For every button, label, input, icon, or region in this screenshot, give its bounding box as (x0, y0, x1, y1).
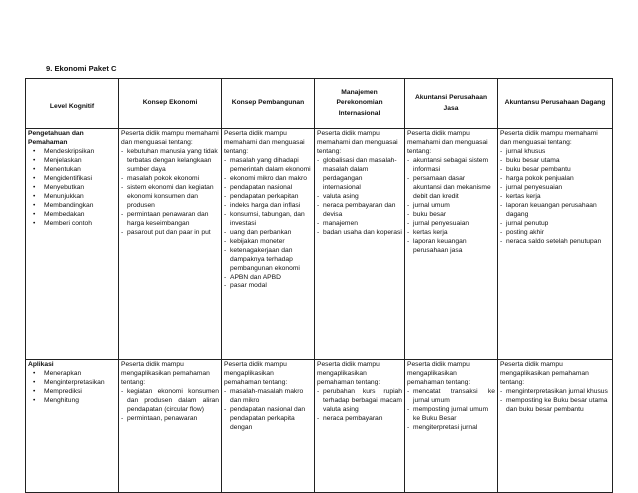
list-item: - memposting jurnal umum ke Buku Besar (407, 406, 495, 424)
level-title: Pengetahuan dan Pemahaman (28, 130, 84, 146)
topic-list (317, 388, 402, 424)
list-item: - jurnal penyesuaian (500, 184, 610, 193)
list-item: - neraca pembayaran (317, 415, 402, 424)
list-item: - persamaan dasar akuntansi dan mekanisme debit dan kredit (407, 175, 495, 202)
table-row (26, 360, 613, 493)
content-cell (119, 360, 222, 493)
list-item: - memposting ke Buku besar utama dan buku besar pembantu (500, 397, 610, 415)
list-item: - kertas kerja (407, 229, 495, 238)
cell-intro: Peserta didik mampu mengaplikasikan pemahaman tentang: (317, 361, 381, 386)
content-cell (222, 360, 315, 493)
list-item: - kebutuhan manusia yang tidak terbatas dengan kelangkaan sumber daya (121, 148, 219, 175)
list-item: - APBN dan APBD (224, 274, 312, 283)
content-cell (405, 129, 498, 360)
list-item: - manajemen (317, 220, 402, 229)
list-item: • Menghitung (28, 397, 116, 406)
list-item: - pendapatan nasional dan pendapatan perkapita dengan (224, 406, 312, 433)
list-item: - indeks harga dan inflasi (224, 202, 312, 211)
list-item: - kertas kerja (500, 193, 610, 202)
list-item: - masalah-masalah makro dan mikro (224, 388, 312, 406)
list-item: - konsumsi, tabungan, dan investasi (224, 211, 312, 229)
list-item: - jurnal penutup (500, 220, 610, 229)
list-item: - akuntansi sebagai sistem informasi (407, 157, 495, 175)
list-item: - ketenagakerjaan dan dampaknya terhadap pembangunan ekonomi (224, 247, 312, 274)
cell-intro: Peserta didik mampu mengaplikasikan pemahaman tentang: (121, 361, 210, 386)
list-item: • Mendeskripsikan (28, 148, 116, 157)
topic-list (317, 157, 402, 238)
list-item: - pendapatan nasional (224, 184, 312, 193)
list-item: • Membedakan (28, 211, 116, 220)
level-cell (26, 360, 119, 493)
list-item: • Menentukan (28, 166, 116, 175)
list-item: - mencatat transaksi ke jurnal umum (407, 388, 495, 406)
topic-list (500, 148, 610, 247)
column-header-akuntansi-jasa: Akuntansi Perusahaan Jasa (405, 79, 498, 129)
column-header-akuntansi-dagang: Akuntansu Perusahaan Dagang (498, 79, 613, 129)
topic-list (121, 148, 219, 238)
list-item: - badan usaha dan koperasi (317, 229, 402, 238)
list-item: - permintaan, penawaran (121, 415, 219, 424)
list-item: • Memberi contoh (28, 220, 116, 229)
list-item: - globalisasi dan masalah-masalah dalam perdagangan internasional (317, 157, 402, 193)
section-heading: 9. Ekonomi Paket C (46, 64, 117, 73)
level-title: Aplikasi (28, 361, 54, 368)
list-item: - masalah yang dihadapi pemerintah dalam ekonomi (224, 157, 312, 175)
list-item: - uang dan perbankan (224, 229, 312, 238)
list-item: • Menjelaskan (28, 157, 116, 166)
list-item: - neraca saldo setelah penutupan (500, 238, 610, 247)
list-item: - neraca pembayaran dan devisa (317, 202, 402, 220)
column-header-konsep-pembangunan: Konsep Pembangunan (222, 79, 315, 129)
content-cell (222, 129, 315, 360)
cell-intro: Peserta didik mampu memahami dan menguasai tentang: (500, 130, 598, 146)
cell-intro: Peserta didik mampu memahami dan menguasai tentang: (121, 130, 219, 146)
content-cell (119, 129, 222, 360)
list-item: - kebijakan moneter (224, 238, 312, 247)
list-item: • Membandingkan (28, 202, 116, 211)
cell-intro: Peserta didik mampu memahami dan menguasai tentang: (224, 130, 305, 155)
list-item: - pasar modal (224, 282, 312, 291)
content-cell (315, 129, 405, 360)
list-item: • Mengidentifikasi (28, 175, 116, 184)
list-item: - mengiterpretasi jurnal (407, 424, 495, 433)
list-item: • Memprediksi (28, 388, 116, 397)
list-item: - laporan keuangan perusahaan jasa (407, 238, 495, 256)
list-item: - jurnal umum (407, 202, 495, 211)
list-item: - masalah pokok ekonomi (121, 175, 219, 184)
list-item: - harga pokok penjualan (500, 175, 610, 184)
content-cell (498, 360, 613, 493)
list-item: - sistem ekonomi dan kegiatan ekonomi konsumen dan produsen (121, 184, 219, 211)
column-header-konsep-ekonomi: Konsep Ekonomi (119, 79, 222, 129)
list-item: • Menerapkan (28, 370, 116, 379)
verb-list (28, 148, 116, 229)
topic-list (500, 388, 610, 415)
verb-list (28, 370, 116, 406)
list-item: • Menginterpretasikan (28, 379, 116, 388)
curriculum-matrix-table (25, 78, 613, 493)
level-cell (26, 129, 119, 360)
content-cell (315, 360, 405, 493)
topic-list (407, 388, 495, 433)
topic-list (224, 157, 312, 292)
cell-intro: Peserta didik mampu mengaplikasikan pemahaman tentang: (500, 361, 589, 386)
list-item: - menginterpretasikan jurnal khusus (500, 388, 610, 397)
list-item: - laporan keuangan perusahaan dagang (500, 202, 610, 220)
list-item: - buku besar (407, 211, 495, 220)
list-item: - kegiatan ekonomi konsumen dan produsen dalam aliran pendapatan (circular flow) (121, 388, 219, 415)
list-item: - valuta asing (317, 193, 402, 202)
list-item: - ekonomi mikro dan makro (224, 175, 312, 184)
list-item: - jurnal khusus (500, 148, 610, 157)
topic-list (121, 388, 219, 424)
list-item: • Menunjukkan (28, 193, 116, 202)
list-item: - permintaan penawaran dan harga keseimbangan (121, 211, 219, 229)
cell-intro: Peserta didik mampu mengaplikasikan pemahaman tentang: (224, 361, 288, 386)
list-item: - pendapatan perkapitan (224, 193, 312, 202)
topic-list (407, 157, 495, 256)
topic-list (224, 388, 312, 433)
list-item: - perubahan kurs rupiah terhadap berbagai macam valuta asing (317, 388, 402, 415)
list-item: - buku besar pembantu (500, 166, 610, 175)
table-row (26, 129, 613, 360)
column-header-level: Level Kognitif (26, 79, 119, 129)
content-cell (405, 360, 498, 493)
list-item: - pasarout put dan paar in put (121, 229, 219, 238)
list-item: • Menyebutkan (28, 184, 116, 193)
cell-intro: Peserta didik mampu memahami dan menguasai tentang: (407, 130, 488, 155)
list-item: - buku besar utama (500, 157, 610, 166)
content-cell (498, 129, 613, 360)
list-item: - posting akhir (500, 229, 610, 238)
column-header-manajemen: Manajemen Perekonomian Internasional (315, 79, 405, 129)
table-header-row (26, 79, 613, 129)
list-item: - jurnal penyesuaian (407, 220, 495, 229)
cell-intro: Peserta didik mampu mengaplikasikan pemahaman tentang: (407, 361, 471, 386)
cell-intro: Peserta didik mampu memahami dan menguasai tentang: (317, 130, 398, 155)
